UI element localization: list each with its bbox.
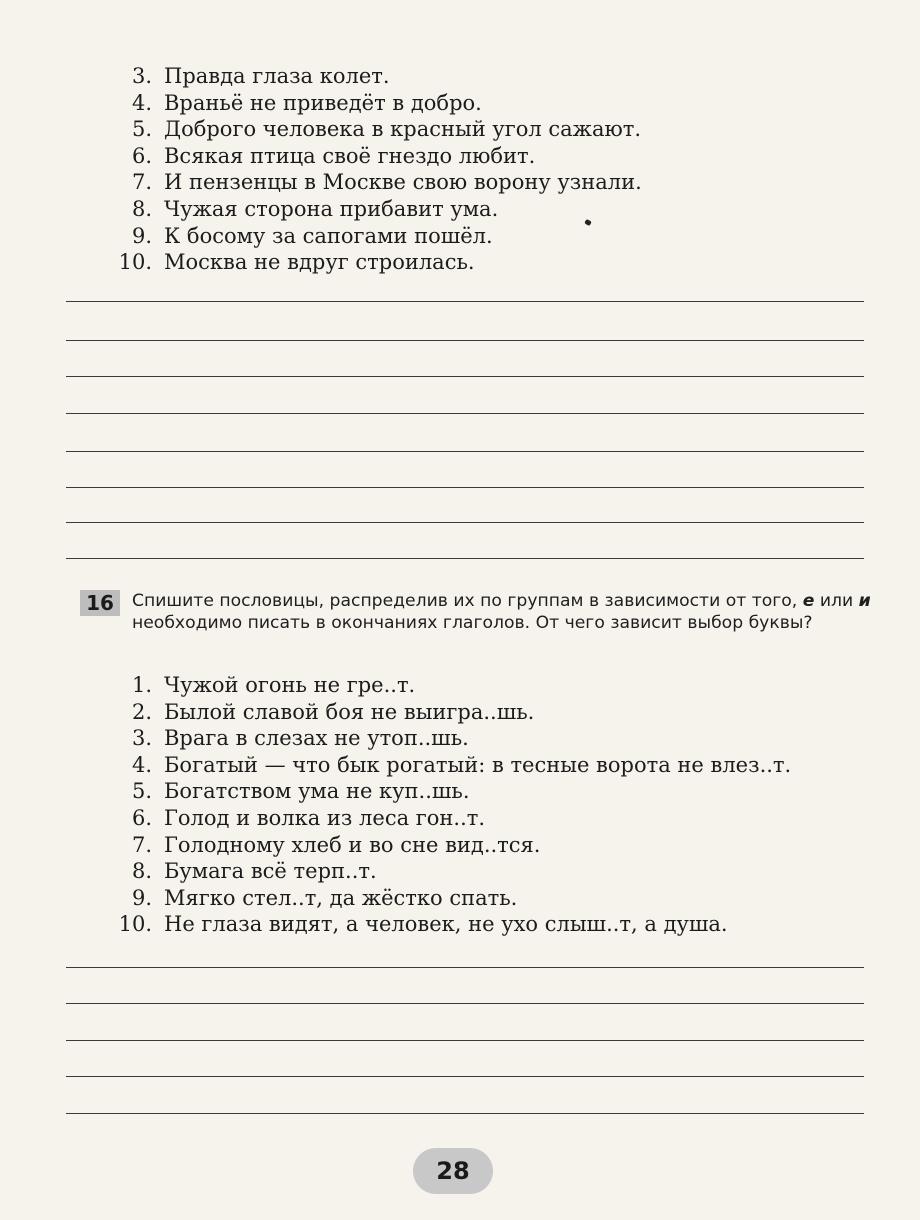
list-item: 1. Чужой огонь не гре..т. [131, 673, 416, 697]
answer-line [66, 301, 864, 302]
answer-line [66, 1113, 864, 1114]
answer-line [66, 340, 864, 341]
answer-line [66, 376, 864, 377]
list-item: 3. Правда глаза колет. [131, 64, 390, 88]
list-item: 7. И пензенцы в Москве свою ворону узнали. [131, 170, 642, 195]
list-item: 5. Богатством ума не куп..шь. [131, 779, 470, 804]
answer-line [66, 487, 864, 488]
answer-line [66, 1040, 864, 1041]
answer-line [66, 1003, 864, 1004]
list-item: 7. Голодному хлеб и во сне вид..тся. [131, 832, 541, 857]
task-instruction: Спишите пословицы, распределив их по группам в зависимости от того, е или и необходимо писать в окончаниях глаголов. От чего зависит выбор буквы? [132, 591, 871, 633]
list-item: 9. Мягко стел..т, да жёстко спать. [131, 885, 518, 910]
list-item: 10. Не глаза видят, а человек, не ухо слыш..т, а душа. [118, 912, 728, 937]
list-item: 10. Москва не вдруг строилась. [118, 250, 475, 275]
task-number-badge: 16 [80, 590, 120, 616]
list-item: 8. Чужая сторона прибавит ума. [131, 196, 499, 221]
answer-line [66, 967, 864, 968]
list-item: 4. Враньё не приведёт в добро. [131, 90, 482, 115]
list-item: 8. Бумага всё терп..т. [131, 859, 377, 884]
list-item: 4. Богатый — что бык рогатый: в тесные ворота не влез..т. [131, 752, 792, 777]
answer-line [66, 413, 864, 414]
list-item: 6. Голод и волка из леса гон..т. [131, 805, 486, 830]
proverb-list-bottom [100, 672, 791, 938]
list-item: 5. Доброго человека в красный угол сажают. [131, 117, 642, 142]
proverb-list-top [100, 63, 642, 276]
list-item: 9. К босому за сапогами пошёл. [131, 223, 493, 248]
answer-line [66, 522, 864, 523]
page-number: 28 [413, 1148, 493, 1194]
answer-line [66, 558, 864, 559]
list-item: 3. Врага в слезах не утоп..шь. [131, 726, 469, 751]
list-item: 2. Былой славой боя не выигра..шь. [131, 699, 535, 724]
answer-line [66, 451, 864, 452]
answer-line [66, 1076, 864, 1077]
list-item: 6. Всякая птица своё гнездо любит. [131, 143, 536, 168]
